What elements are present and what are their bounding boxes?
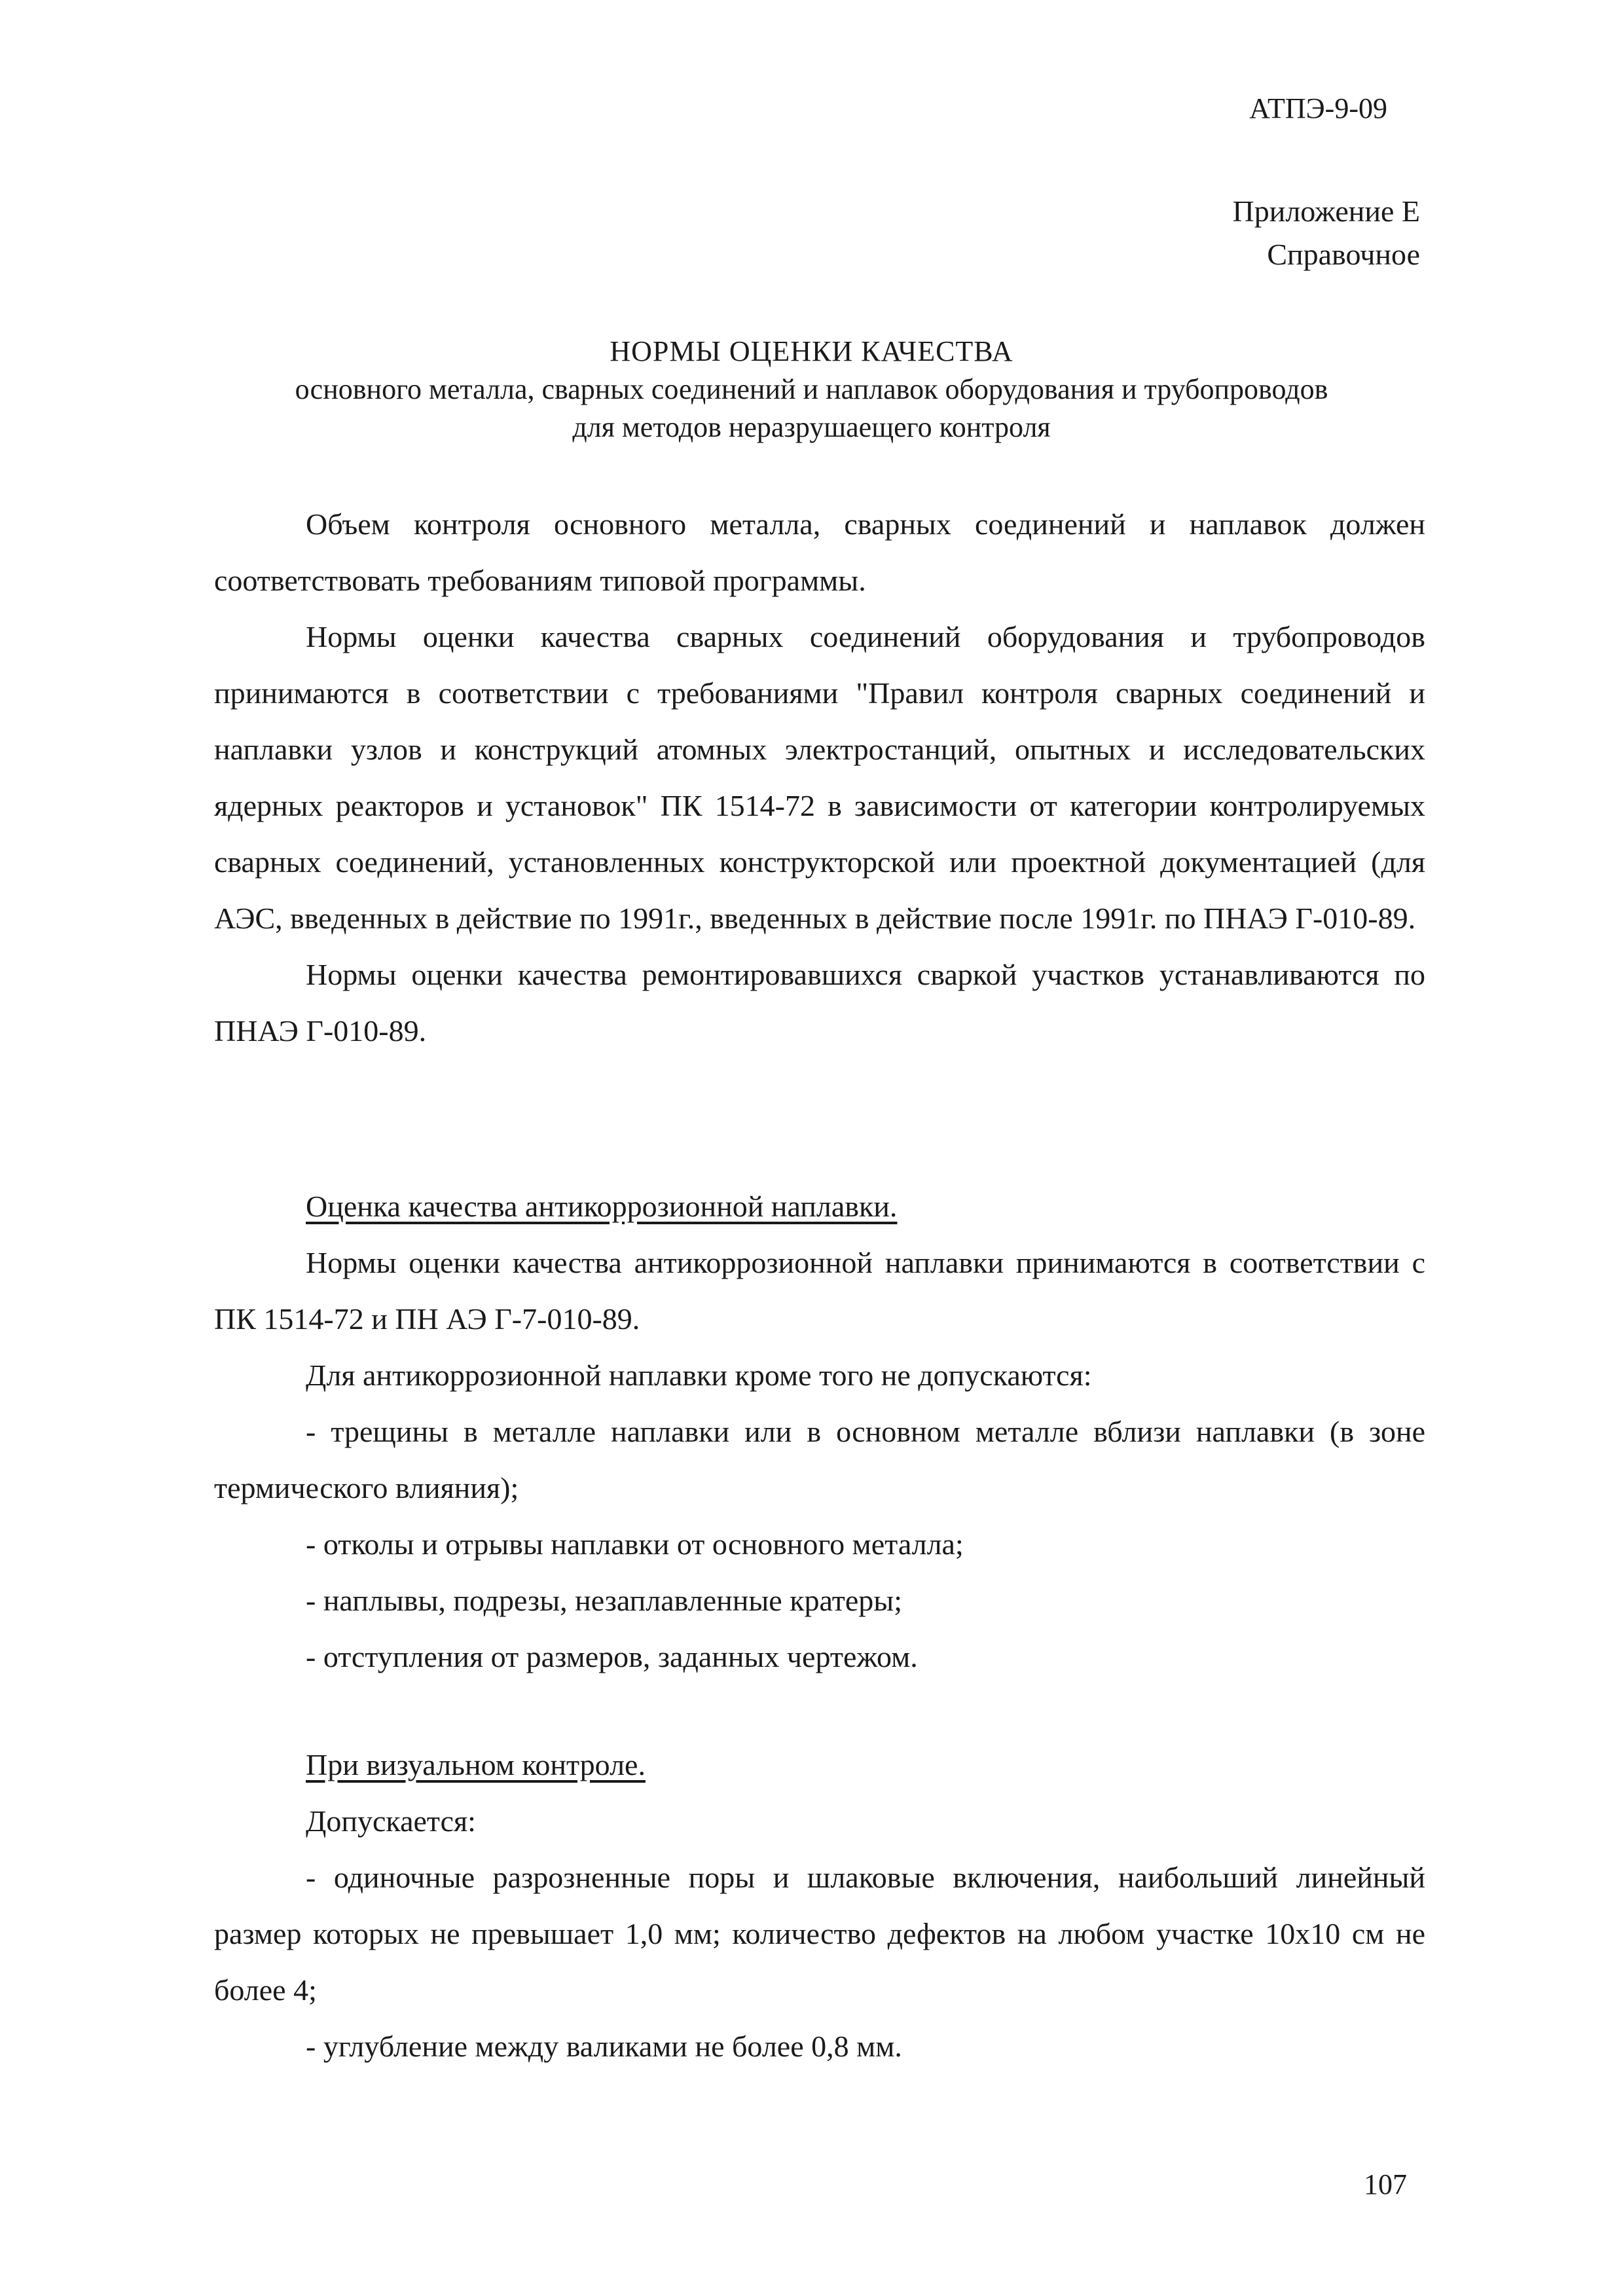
document-title: [0, 333, 1623, 446]
appendix-type: Справочное: [1267, 238, 1420, 271]
cladding-section: [214, 1178, 1425, 1685]
list-item: - одиночные разрозненные поры и шлаковые включения, наибольший линейный размер которых не превышает 1,0 мм; количество дефектов на любом участке 10х10 см не более 4;: [214, 1861, 1425, 2007]
section-heading-cladding: Оценка качества антикоррозионной наплавки.: [306, 1190, 898, 1223]
list-item: - наплывы, подрезы, незаплавленные кратеры;: [306, 1584, 902, 1617]
title-main: НОРМЫ ОЦЕНКИ КАЧЕСТВА: [610, 335, 1013, 367]
paragraph-cladding-norms: Нормы оценки качества антикоррозионной наплавки принимаются в соответствии с ПК 1514-72 и ПН АЭ Г-7-010-89.: [214, 1246, 1425, 1336]
section-heading-visual: При визуальном контроле.: [306, 1748, 646, 1781]
visual-inspection-section: [214, 1737, 1425, 2075]
document-code: АТПЭ-9-09: [1249, 92, 1387, 124]
paragraph-scope: Объем контроля основного металла, сварных соединений и наплавок должен соответствовать требованиям типовой программы.: [214, 507, 1425, 597]
list-item: - углубление между валиками не более 0,8 мм.: [306, 2030, 902, 2063]
appendix-title: Приложение Е: [1232, 194, 1420, 228]
paragraph-not-allowed: Для антикоррозионной наплавки кроме того не допускаются:: [306, 1358, 1092, 1392]
page-number: 107: [1364, 2168, 1407, 2200]
title-subtitle-1: основного металла, сварных соединений и наплавок оборудования и трубопроводов: [295, 373, 1328, 405]
paragraph-repair-norms: Нормы оценки качества ремонтировавшихся сваркой участков устанавливаются по ПНАЭ Г-010-89.: [214, 958, 1425, 1048]
list-item: - трещины в металле наплавки или в основном металле вблизи наплавки (в зоне термического влияния);: [214, 1415, 1425, 1504]
appendix-label: [1233, 190, 1421, 276]
intro-section: [214, 496, 1425, 1059]
paragraph-allowed: Допускается:: [306, 1804, 476, 1838]
title-subtitle-2: для методов неразрушаещего контроля: [572, 411, 1051, 443]
paragraph-weld-norms: Нормы оценки качества сварных соединений оборудования и трубопроводов принимаются в соответствии с требованиями "Правил контроля сварных соединений и наплавки узлов и конструкций атомных электростанций, опытных и исследовательских ядерных реакторов и установок" ПК 1514-72 в зависимости от категории контролируемых сварных соединений, установленных конструкторской или проектной документацией (для АЭС, введенных в действие по 1991г., введенных в действие после 1991г. по ПНАЭ Г-010-89.: [214, 620, 1425, 935]
list-item: - отколы и отрывы наплавки от основного металла;: [306, 1527, 964, 1561]
list-item: - отступления от размеров, заданных чертежом.: [306, 1640, 918, 1673]
